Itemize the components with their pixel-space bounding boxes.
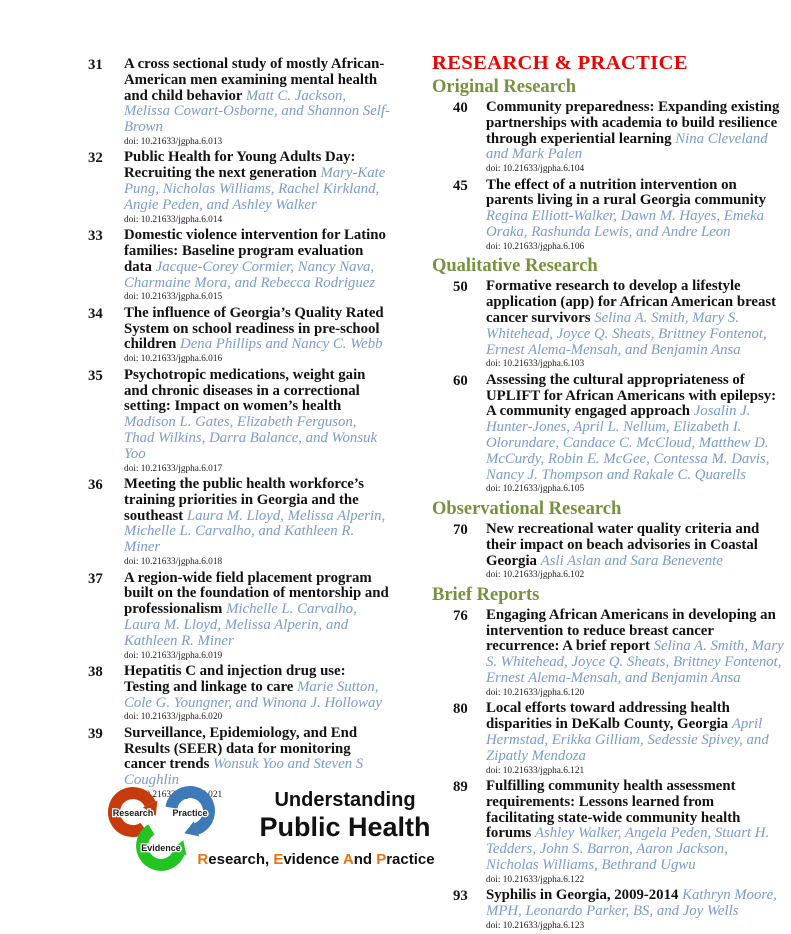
toc-entry-title: Engaging African Americans in developing an intervention to reduce breast cancer recurrence: A brief report: [486, 606, 776, 655]
subsection-heading: Original Research: [432, 77, 577, 97]
logo-title-line1: Understanding: [274, 789, 416, 811]
toc-entry-page-number: 34: [88, 305, 103, 322]
toc-entry-title: Assessing the cultural appropriateness of UPLIFT for African Americans with epilepsy: A community engaged approach: [486, 371, 777, 420]
toc-entry: [88, 477, 390, 569]
toc-entry-doi: doi: 10.21633/jgpha.6.020: [124, 712, 223, 723]
toc-entry-body: [124, 57, 390, 149]
toc-entry-body: [486, 779, 784, 887]
toc-left-column: [88, 57, 390, 804]
toc-entry-title: The influence of Georgia’s Quality Rated System on school readiness in pre-school children: [124, 304, 384, 353]
toc-entry-doi: doi: 10.21633/jgpha.6.104: [486, 164, 585, 175]
toc-entry-title: Public Health for Young Adults Day: Recruiting the next generation: [124, 149, 356, 182]
toc-entry-authors: Ashley Walker, Angela Peden, Stuart H. Tedders, John S. Barron, Aaron Jackson, Nicholas Williams, Bethrand Ugwu: [486, 825, 770, 873]
toc-entry: [432, 178, 784, 255]
toc-entry-doi: doi: 10.21633/jgpha.6.018: [124, 557, 223, 568]
toc-entry-doi: doi: 10.21633/jgpha.6.017: [124, 463, 223, 474]
toc-entry-title: Meeting the public health workforce’s training priorities in Georgia and the southeast: [124, 476, 365, 524]
toc-entry: [432, 522, 784, 583]
toc-entry-page-number: 38: [88, 664, 103, 680]
toc-right-groups: [432, 77, 784, 933]
toc-entry: [88, 228, 390, 305]
toc-entry-body: [486, 522, 784, 583]
toc-entry: [432, 100, 784, 177]
toc-entry-authors: Kathryn Moore, MPH, Leonardo Parker, BS, and Joy Wells: [486, 887, 777, 920]
toc-entry: [432, 888, 784, 933]
subsection-heading: Qualitative Research: [432, 256, 598, 277]
toc-entry-doi: doi: 10.21633/jgpha.6.105: [486, 484, 585, 495]
toc-entry-page-number: 33: [88, 228, 103, 245]
logo-tagline-word: Research,: [197, 851, 270, 868]
toc-entry-body: [124, 228, 390, 305]
logo-tagline: [187, 851, 445, 868]
toc-entry-page-number: 35: [88, 367, 103, 384]
toc-entry-authors: Jacque-Corey Cormier, Nancy Nava, Charmaine Mora, and Rebecca Rodriguez: [124, 258, 376, 291]
toc-entry-body: [486, 701, 784, 778]
toc-entry-page-number: 31: [88, 57, 103, 73]
subsection-heading: Observational Research: [432, 498, 622, 519]
toc-entry-body: [124, 571, 390, 663]
toc-entry-doi: doi: 10.21633/jgpha.6.021: [124, 790, 223, 801]
reap-arrows-icon: [93, 779, 243, 885]
toc-entry-doi: doi: 10.21633/jgpha.6.122: [486, 874, 585, 885]
toc-entry-body: [124, 306, 390, 367]
toc-entry-page-number: 76: [453, 607, 468, 624]
evidence-arrow-label: Evidence: [141, 843, 181, 853]
toc-entry-body: [486, 608, 784, 700]
toc-entry-authors: Asli Aslan and Sara Benevente: [540, 552, 723, 569]
toc-entry-authors: Dena Phillips and Nancy C. Webb: [180, 336, 383, 353]
toc-entry: [88, 571, 390, 663]
toc-entry-doi: doi: 10.21633/jgpha.6.123: [486, 920, 585, 931]
toc-entry-authors: Wonsuk Yoo and Steven S Coughlin: [124, 756, 364, 789]
toc-entry-body: [124, 664, 390, 725]
research-arrow-label: Research: [112, 808, 154, 818]
toc-entry-title: The effect of a nutrition intervention on parents living in a rural Georgia community: [486, 176, 767, 209]
toc-entry-authors: Selina A. Smith, Mary S. Whitehead, Joyce Q. Sheats, Brittney Fontenot, Ernest Alema-Mensah, and Benjamin Ansa: [486, 309, 767, 358]
toc-entry-body: [486, 279, 784, 371]
toc-entry-authors: Mary-Kate Pung, Nicholas Williams, Rachel Kirkland, Angie Peden, and Ashley Walker: [124, 165, 386, 213]
toc-entry-authors: Madison L. Gates, Elizabeth Ferguson, Thad Wilkins, Darra Balance, and Wonsuk Yoo: [124, 414, 378, 462]
toc-entry-title: Fulfilling community health assessment requirements: Lessons learned from facilitating state-wide community health forums: [486, 778, 741, 842]
toc-entry-doi: doi: 10.21633/jgpha.6.014: [124, 214, 223, 225]
toc-entry-page-number: 40: [453, 100, 468, 116]
toc-entry-body: [486, 373, 784, 497]
toc-entry: [432, 779, 784, 887]
toc-entry-doi: doi: 10.21633/jgpha.6.103: [486, 359, 585, 370]
toc-right-column: [432, 52, 784, 934]
practice-arrow-label: Practice: [172, 808, 208, 818]
toc-entry-body: [486, 888, 784, 933]
toc-entry-doi: doi: 10.21633/jgpha.6.019: [124, 650, 223, 661]
toc-entry-page-number: 39: [88, 725, 103, 742]
toc-entry-page-number: 37: [88, 570, 103, 587]
toc-entry-title: Hepatitis C and injection drug use: Testing and linkage to care: [124, 663, 346, 695]
toc-entry-page-number: 45: [453, 177, 468, 194]
logo-tagline-word: Evidence: [273, 851, 340, 868]
toc-entry: [88, 57, 390, 149]
understanding-public-health-logo: [93, 779, 445, 885]
toc-entry-body: [486, 178, 784, 255]
subsection-heading: Brief Reports: [432, 584, 540, 605]
toc-entry-authors: Josalin J. Hunter-Jones, April L. Nellum, Elizabeth I. Olorundare, Candace C. McCloud, Matthew D. McCurdy, Robin E. McGee, Contessa M. Davis, Nancy J. Thompson and Rakale C. Quarells: [486, 403, 770, 483]
toc-entry-title: A region-wide field placement program built on the foundation of mentorship and professionalism: [124, 569, 389, 618]
toc-entry-doi: doi: 10.21633/jgpha.6.120: [486, 687, 585, 698]
toc-entry-doi: doi: 10.21633/jgpha.6.106: [486, 241, 585, 252]
toc-entry-doi: doi: 10.21633/jgpha.6.016: [124, 354, 223, 365]
toc-entry-title: Psychotropic medications, weight gain and chronic diseases in a correctional setting: Impact on women’s health: [124, 366, 366, 415]
toc-entry-authors: Michelle L. Carvalho, Laura M. Lloyd, Melissa Alperin, and Kathleen R. Miner: [124, 601, 357, 649]
toc-entry-page-number: 50: [453, 279, 468, 296]
toc-entry-body: [124, 477, 390, 569]
logo-tagline-word: Practice: [376, 851, 435, 868]
toc-entry-authors: April Hermstad, Erikka Gilliam, Sedessie Spivey, and Zipatly Mendoza: [486, 716, 769, 764]
toc-entry: [432, 701, 784, 778]
toc-entry-authors: Nina Cleveland and Mark Palen: [486, 130, 768, 163]
toc-entry-body: [124, 150, 390, 227]
toc-entry-title: A cross sectional study of mostly African-American men examining mental health and child behavior: [124, 56, 385, 104]
toc-entry-title: Local efforts toward addressing health disparities in DeKalb County, Georgia: [486, 700, 732, 733]
section-heading-research-practice: RESEARCH & PRACTICE: [432, 52, 688, 74]
toc-entry-title: Formative research to develop a lifestyle application (app) for African American breast cancer survivors: [486, 278, 777, 326]
toc-entry: [432, 279, 784, 371]
toc-entry-title: Syphilis in Georgia, 2009-2014: [486, 887, 683, 904]
toc-entry-page-number: 36: [88, 477, 103, 494]
toc-entry-title: Domestic violence intervention for Latino families: Baseline program evaluation data: [124, 227, 386, 275]
toc-entry: [432, 608, 784, 700]
toc-entry-title: Community preparedness: Expanding existing partnerships with academia to build resilience through experiential learning: [486, 99, 780, 147]
toc-entry-authors: Matt C. Jackson, Melissa Cowart-Osborne, and Shannon Self-Brown: [124, 87, 390, 136]
toc-entry-page-number: 80: [453, 701, 468, 718]
toc-entry-doi: doi: 10.21633/jgpha.6.013: [124, 136, 223, 147]
logo-tagline-word: And: [342, 851, 373, 868]
toc-entry-page-number: 89: [453, 779, 468, 795]
toc-entry-body: [124, 368, 390, 476]
toc-entry-title: New recreational water quality criteria and their impact on beach advisories in Coastal Georgia: [486, 520, 760, 569]
logo-text: [197, 779, 445, 868]
logo-title-line2: Public Health: [259, 812, 431, 842]
toc-entry-doi: doi: 10.21633/jgpha.6.121: [486, 765, 585, 776]
toc-entry-doi: doi: 10.21633/jgpha.6.015: [124, 292, 223, 303]
toc-entry-page-number: 93: [453, 888, 468, 905]
toc-entry-authors: Laura M. Lloyd, Melissa Alperin, Michelle L. Carvalho, and Kathleen R. Miner: [124, 507, 386, 556]
toc-entry: [88, 368, 390, 476]
toc-entry: [432, 373, 784, 497]
toc-entry-page-number: 32: [88, 150, 103, 167]
toc-entry-title: Surveillance, Epidemiology, and End Results (SEER) data for monitoring cancer trends: [124, 724, 358, 773]
toc-entry-authors: Marie Sutton, Cole G. Youngner, and Winona J. Holloway: [124, 678, 382, 711]
toc-entry: [88, 150, 390, 227]
toc-entry-body: [486, 100, 784, 177]
toc-entry-page-number: 60: [453, 372, 468, 389]
toc-entry-authors: Selina A. Smith, Mary S. Whitehead, Joyce Q. Sheats, Brittney Fontenot, Ernest Alema-Mensah, and Benjamin Ansa: [486, 638, 784, 687]
toc-entry-doi: doi: 10.21633/jgpha.6.102: [486, 570, 585, 581]
toc-entry-page-number: 70: [453, 521, 468, 538]
toc-entry: [88, 664, 390, 725]
toc-entry-authors: Regina Elliott-Walker, Dawn M. Hayes, Emeka Oraka, Rashunda Lewis, and Andre Leon: [486, 208, 765, 241]
toc-entry: [88, 306, 390, 367]
